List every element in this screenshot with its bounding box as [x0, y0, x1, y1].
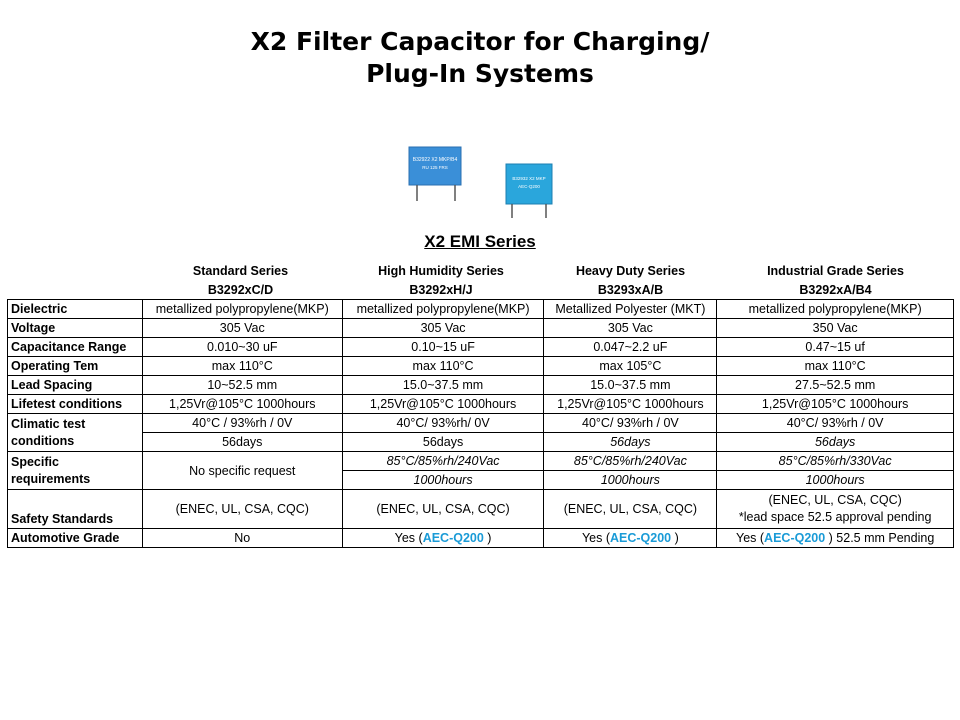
yes-text: Yes (: [736, 531, 765, 545]
table-cell-automotive-heavy-duty: [544, 529, 717, 548]
column-name: Heavy Duty Series: [575, 264, 686, 278]
table-cell: 40°C/ 93%rh / 0V: [717, 414, 954, 433]
table-cell: 1,25Vr@105°C 1000hours: [544, 395, 717, 414]
row-label: Capacitance Range: [8, 338, 143, 357]
column-name: Industrial Grade Series: [767, 264, 904, 278]
title-line-1: X2 Filter Capacitor for Charging/: [250, 27, 710, 56]
yes-text: Yes (: [394, 531, 423, 545]
table-cell: 56days: [342, 433, 544, 452]
table-cell: 56days: [142, 433, 342, 452]
table-cell: 15.0~37.5 mm: [544, 376, 717, 395]
table-cell: metallized polypropylene(MKP): [717, 300, 954, 319]
safety-standards-text: (ENEC, UL, CSA, CQC): [768, 493, 902, 507]
table-row-capacitance: [8, 338, 954, 357]
row-label: Lifetest conditions: [8, 395, 143, 414]
table-cell: 305 Vac: [142, 319, 342, 338]
table-cell: 85°C/85%rh/240Vac: [544, 452, 717, 471]
column-name: High Humidity Series: [378, 264, 504, 278]
column-header-standard: [142, 262, 339, 300]
table-row-lifetest: [8, 395, 954, 414]
table-cell: 0.047~2.2 uF: [544, 338, 717, 357]
column-header-high-humidity: [342, 262, 540, 300]
column-code: B3292xA/B4: [799, 283, 872, 297]
column-header-industrial: [717, 262, 954, 300]
capacitor-image-2: [503, 160, 555, 218]
row-label: Specific requirements: [8, 452, 143, 490]
table-cell: 0.010~30 uF: [142, 338, 342, 357]
table-row-automotive: [8, 529, 954, 548]
table-cell: 0.47~15 uf: [717, 338, 954, 357]
table-cell: 56days: [717, 433, 954, 452]
row-label: Dielectric: [8, 300, 143, 319]
table-row-climatic-b: [8, 433, 954, 452]
column-code: B3292xH/J: [409, 283, 473, 297]
table-cell: 15.0~37.5 mm: [342, 376, 544, 395]
table-cell: 1000hours: [342, 471, 544, 490]
table-cell: 56days: [544, 433, 717, 452]
aec-q200-link[interactable]: AEC-Q200: [610, 531, 672, 545]
row-label: Operating Tem: [8, 357, 143, 376]
row-label: Lead Spacing: [8, 376, 143, 395]
table-cell: 40°C / 93%rh / 0V: [142, 414, 342, 433]
table-cell: 305 Vac: [544, 319, 717, 338]
close-text: ): [483, 531, 492, 545]
table-cell: 1,25Vr@105°C 1000hours: [717, 395, 954, 414]
slide-title: [0, 26, 960, 90]
table-row-safety: [8, 490, 954, 529]
table-row-operating-temp: [8, 357, 954, 376]
capacitor-1-text-1: B32922 X2 MKP/B4: [412, 157, 458, 163]
table-cell: Metallized Polyester (MKT): [544, 300, 717, 319]
table-cell: max 105°C: [544, 357, 717, 376]
table-cell: 1000hours: [544, 471, 717, 490]
capacitor-1-text-2: RU 125 FRS: [422, 165, 448, 170]
yes-text: Yes (: [581, 531, 610, 545]
table-cell: 1000hours: [717, 471, 954, 490]
column-code: B3293xA/B: [597, 283, 664, 297]
table-cell: (ENEC, UL, CSA, CQC): [544, 490, 717, 529]
row-label: Climatic test conditions: [8, 414, 143, 452]
table-cell: 10~52.5 mm: [142, 376, 342, 395]
table-cell: 40°C/ 93%rh / 0V: [544, 414, 717, 433]
capacitor-2-text-2: AEC-Q200: [518, 184, 540, 189]
column-name: Standard Series: [192, 264, 289, 278]
table-cell: metallized polypropylene(MKP): [342, 300, 544, 319]
row-label: Voltage: [8, 319, 143, 338]
spec-table: [7, 299, 954, 548]
table-cell: max 110°C: [717, 357, 954, 376]
table-cell-safety-industrial: [717, 490, 954, 529]
table-cell: (ENEC, UL, CSA, CQC): [142, 490, 342, 529]
table-cell: 85°C/85%rh/240Vac: [342, 452, 544, 471]
row-label: Automotive Grade: [8, 529, 143, 548]
series-heading: X2 EMI Series: [424, 232, 536, 251]
table-cell: 85°C/85%rh/330Vac: [717, 452, 954, 471]
aec-q200-link[interactable]: AEC-Q200: [764, 531, 826, 545]
table-cell-automotive-high-humidity: [342, 529, 544, 548]
table-cell: 1,25Vr@105°C 1000hours: [342, 395, 544, 414]
table-cell-automotive-industrial: [717, 529, 954, 548]
table-cell: max 110°C: [342, 357, 544, 376]
table-cell: No: [142, 529, 342, 548]
aec-q200-link[interactable]: AEC-Q200: [422, 531, 484, 545]
table-row-climatic-a: [8, 414, 954, 433]
capacitor-2-text-1: B32932 X2 MKP: [512, 176, 546, 181]
table-cell: 40°C/ 93%rh/ 0V: [342, 414, 544, 433]
table-row-dielectric: [8, 300, 954, 319]
table-cell: (ENEC, UL, CSA, CQC): [342, 490, 544, 529]
table-cell: 27.5~52.5 mm: [717, 376, 954, 395]
table-row-specific-a: [8, 452, 954, 471]
table-row-voltage: [8, 319, 954, 338]
capacitor-image-1: [405, 145, 465, 203]
safety-note: *lead space 52.5 approval pending: [738, 510, 932, 524]
table-cell: 0.10~15 uF: [342, 338, 544, 357]
table-cell: 305 Vac: [342, 319, 544, 338]
row-label: Safety Standards: [8, 490, 143, 529]
table-cell: 350 Vac: [717, 319, 954, 338]
table-cell: metallized polypropylene(MKP): [142, 300, 342, 319]
table-cell: 1,25Vr@105°C 1000hours: [142, 395, 342, 414]
pending-text: ) 52.5 mm Pending: [825, 531, 935, 545]
title-line-2: Plug-In Systems: [366, 59, 594, 88]
column-code: B3292xC/D: [207, 283, 274, 297]
table-cell: No specific request: [142, 452, 342, 490]
close-text: ): [671, 531, 679, 545]
column-header-heavy-duty: [544, 262, 717, 300]
table-row-lead-spacing: [8, 376, 954, 395]
table-cell: max 110°C: [142, 357, 342, 376]
